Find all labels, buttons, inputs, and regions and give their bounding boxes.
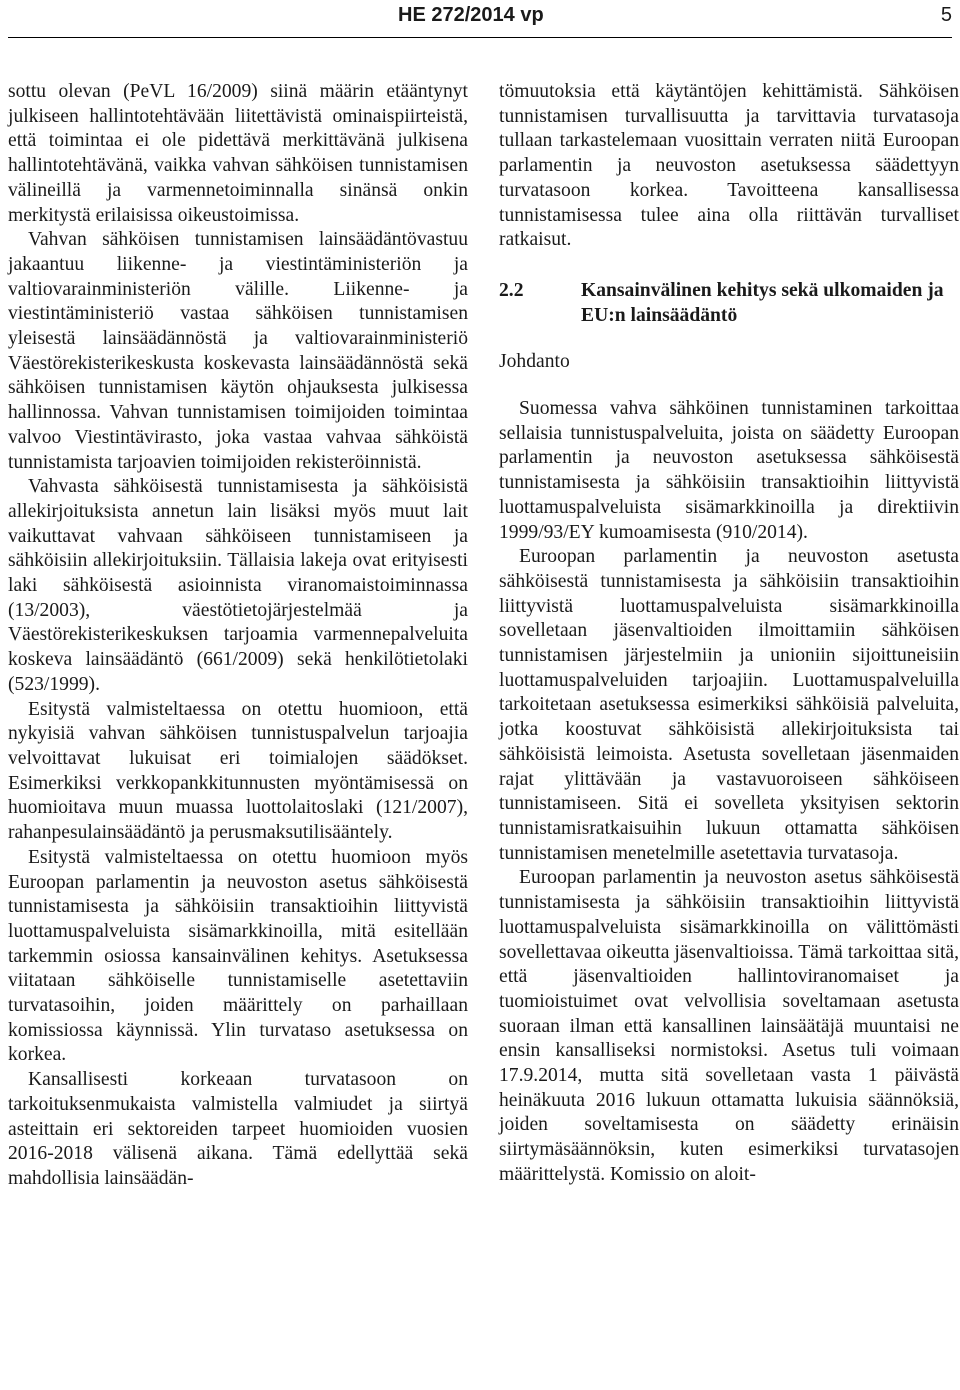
- section-number: 2.2: [499, 279, 524, 301]
- page-number: 5: [940, 4, 952, 26]
- page-header: [8, 4, 952, 38]
- paragraph: Vahvasta sähköisestä tunnistamisesta ja sähköisistä allekirjoituksista annetun lain lisäksi myös muut lait vaikuttavat vahvaan sähköiseen tunnistamiseen ja sähköisiin allekirjoituksiin. Tällaisia lakeja ovat erityisesti laki sähköisestä asioinnista viranomaistoiminnassa (13/2003), väestötietojärjestelmää ja Väestörekisterikeskuksen tarjoamia varmennepalveluita koskeva lainsäädäntö (661/2009) sekä henkilötietolaki (523/1999).: [8, 476, 468, 695]
- paragraph: sottu olevan (PeVL 16/2009) siinä määrin etääntynyt julkiseen hallintotehtävään liitettävistä ominaispiirteistä, että toimintaa ei ole pidettävä merkittävänä julkisena hallintotehtävänä, vaikka vahvan sähköisen tunnistamisen välineillä ja varmennetoiminnalla sinänsä onkin merkitystä erilaisissa oikeustoimissa.: [8, 81, 468, 226]
- paragraph: Esitystä valmisteltaessa on otettu huomioon, että nykyisiä vahvan sähköisen tunnistuspalvelun tarjoajia velvoittavat lukuisat eri toimialojen säädökset. Esimerkiksi verkkopankkitunnusten myöntämisessä on huomioitava muun muassa luottolaitoslaki (121/2007), rahanpesulainsäädäntö ja perusmaksutilisääntely.: [8, 698, 468, 844]
- right-column: [499, 80, 959, 1188]
- section-heading: [499, 279, 959, 328]
- paragraph: tömuutoksia että käytäntöjen kehittämistä. Sähköisen tunnistamisen turvallisuutta ja tarvittavia turvatasoja tullaan tarkastelemaan vuosittain verraten niitä Euroopan parlamentin ja neuvoston asetuksessa säädettyyn turvatasoon korkea. Tavoitteena kansallisessa tunnistamisessa tulee aina olla riittävän turvalliset ratkaisut.: [499, 81, 959, 251]
- header-rule: [8, 37, 952, 38]
- subheading: Johdanto: [499, 351, 570, 373]
- paragraph: Suomessa vahva sähköinen tunnistaminen tarkoittaa sellaisia tunnistuspalveluita, joista on säädetty Euroopan parlamentin ja neuvoston asetuksessa sähköisestä tunnistamisesta ja sähköisiin transaktioihin liittyvistä luottamuspalveluista sisämarkkinoilla ja direktiivin 1999/93/EY kumoamisesta (910/2014).: [499, 398, 959, 543]
- paragraph: Vahvan sähköisen tunnistamisen lainsäädäntövastuu jakaantuu liikenne- ja viestintäministeriön ja valtiovarainministeriön välille. Liikenne- ja viestintäministeriö vastaa sähköisen tunnistamisen yleisestä lainsäädännöstä ja valtiovarainministeriö Väestörekisterikeskusta koskevasta lainsäädännöstä sekä sähköisen tunnistamisen käytön ohjauksesta julkisessa hallinnossa. Vahvan tunnistamisen toimijoiden toimintaa valvoo Viestintävirasto, joka vastaa vahvaa sähköistä tunnistamista tarjoavien toimijoiden rekisteröinnistä.: [8, 229, 468, 473]
- paragraph: Esitystä valmisteltaessa on otettu huomioon myös Euroopan parlamentin ja neuvoston asetus sähköisestä tunnistamisesta ja sähköisiin transaktioihin liittyvistä luottamuspalveluista sisämarkkinoilla, mitä esitellään tarkemmin osiossa kansainvälinen kehitys. Asetuksessa viitataan sähköiselle tunnistamiselle asetettaviin turvatasoihin, joiden määrittely on parhaillaan komissiossa käynnissä. Ylin turvataso asetuksessa on korkea.: [8, 846, 468, 1066]
- paragraph: Euroopan parlamentin ja neuvoston asetus sähköisestä tunnistamisesta ja sähköisiin transaktioihin liittyvistä luottamuspalveluista sisämarkkinoilla on välittömästi sovellettavaa oikeutta jäsenvaltioissa. Tämä tarkoittaa sitä, että jäsenvaltioiden hallintoviranomaiset ja tuomioistuimet ovat velvollisia soveltamaan asetusta suoraan ilman että kansallinen lainsäätäjä muuntaisi ne ensin kansalliseksi normistoksi. Asetus tuli voimaan 17.9.2014, mutta sitä sovelletaan vasta 1 päivästä heinäkuuta 2016 lukuun ottamatta lukuisia säännöksiä, joiden soveltamisesta on säädetty erinäisin siirtymäsäännöksin, kuten esimerkiksi turvatasojen määrittelystä. Komissio on aloit-: [499, 867, 959, 1185]
- document-id: HE 272/2014 vp: [398, 4, 544, 26]
- left-column: [8, 80, 468, 1192]
- paragraph: Euroopan parlamentin ja neuvoston asetusta sähköisestä tunnistamisesta ja sähköisiin transaktioihin liittyvistä luottamuspalveluista sisämarkkinoilla sovelletaan jäsenvaltioiden ilmoittamiin sähköisen tunnistamisen järjestelmiin ja unioniin sijoittuneisiin luottamuspalveluiden tarjoajiin. Luottamuspalveluilla tarkoitetaan asetuksessa esimerkiksi sähköisiä palveluita, jotka koostuvat sähköisistä allekirjoituksista tai sähköisistä leimoista. Asetusta sovelletaan jäsenmaiden rajat ylittävään ja vastavuoroiseen sähköiseen tunnistamiseen. Sitä ei sovelleta yksityisen sektorin tunnistamisratkaisuihin lukuun ottamatta sähköisen tunnistamisen menetelmille asetettavia turvatasoja.: [499, 546, 959, 864]
- paragraph: Kansallisesti korkeaan turvatasoon on tarkoituksenmukaista valmistella valmiudet ja siirtyä asteittain eri sektoreiden tarpeet huomioiden vuosien 2016-2018 välisenä aikana. Tämä edellyttää sekä mahdollisia lainsäädän-: [8, 1069, 468, 1189]
- section-title: Kansainvälinen kehitys sekä ulkomaiden ja EU:n lainsäädäntö: [581, 279, 944, 326]
